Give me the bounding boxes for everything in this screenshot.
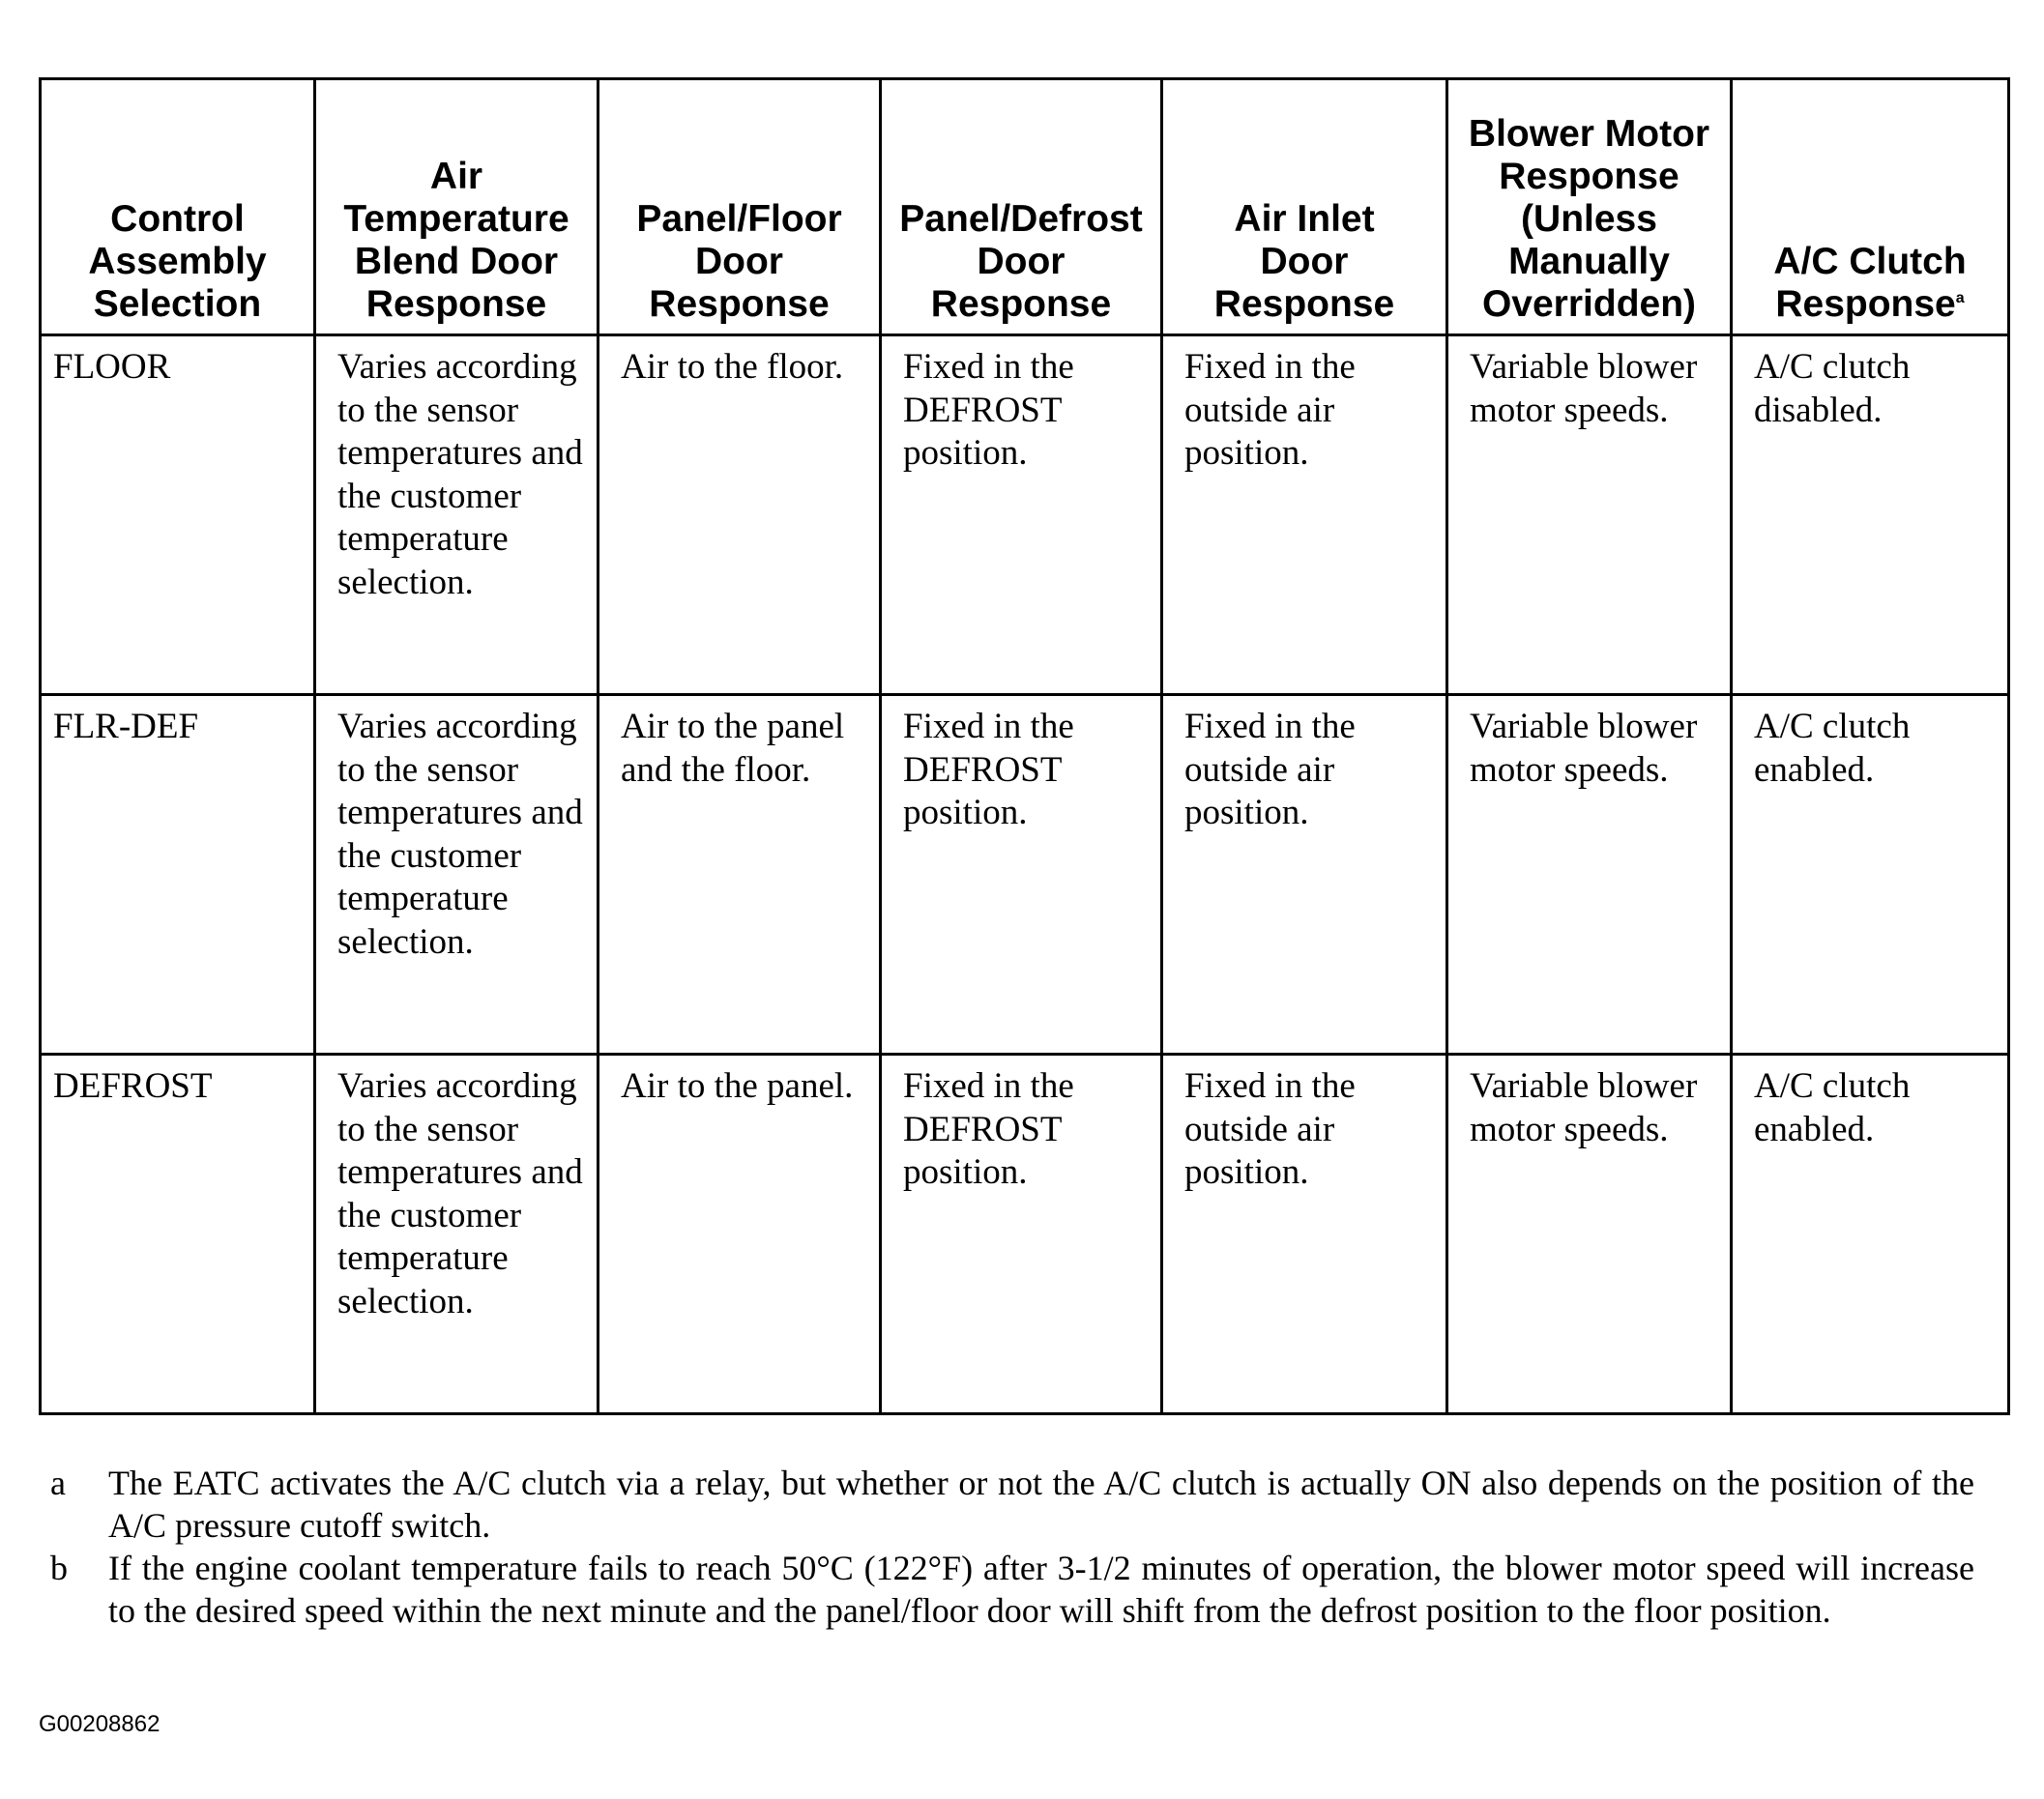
footnote-text: If the engine coolant temperature fails to reach 50°C (122°F) after 3-1/2 minutes of operation, the blower motor speed will increase to the desired speed within the next minute and the panel/floor door will shift from the defrost position to the floor position. (108, 1549, 1974, 1630)
cell-blower-motor: Variable blower motor speeds. (1447, 1055, 1732, 1414)
cell-air-inlet-door: Fixed in the outside air position. (1162, 695, 1447, 1055)
header-control-assembly-selection: Control Assembly Selection (41, 79, 315, 335)
cell-ac-clutch: A/C clutch enabled. (1732, 1055, 2009, 1414)
footnote-text: The EATC activates the A/C clutch via a relay, but whether or not the A/C clutch is actually ON also depends on the position of the A/C pressure cutoff switch. (108, 1464, 1974, 1545)
cell-blower-motor: Variable blower motor speeds. (1447, 335, 1732, 695)
header-air-temperature-blend-door: Air Temperature Blend Door Response (315, 79, 599, 335)
table-row (41, 695, 2009, 1055)
cell-air-inlet-door: Fixed in the outside air position. (1162, 335, 1447, 695)
cell-panel-floor-door: Air to the panel and the floor. (599, 695, 881, 1055)
footnote-marker: b (50, 1549, 68, 1587)
figure-id: G00208862 (39, 1711, 161, 1737)
header-ac-clutch-label: A/C Clutch Response (1773, 241, 1967, 325)
cell-air-inlet-door: Fixed in the outside air position. (1162, 1055, 1447, 1414)
cell-panel-defrost-door: Fixed in the DEFROST position. (881, 335, 1162, 695)
cell-blend-door: Varies according to the sensor temperatures and the customer temperature selection. (315, 1055, 599, 1414)
table-row (41, 1055, 2009, 1414)
header-blower-motor-response: Blower Motor Response (Unless Manually Overridden) (1447, 79, 1732, 335)
footnotes (50, 1462, 1974, 1632)
cell-panel-floor-door: Air to the panel. (599, 1055, 881, 1414)
cell-panel-defrost-door: Fixed in the DEFROST position. (881, 1055, 1162, 1414)
header-panel-defrost-door: Panel/Defrost Door Response (881, 79, 1162, 335)
footnote-a-reference: a (1955, 290, 1965, 306)
response-table (39, 77, 2010, 1415)
table-header-row (41, 79, 2009, 335)
footnote-a (50, 1462, 1974, 1547)
header-air-inlet-door: Air Inlet Door Response (1162, 79, 1447, 335)
header-ac-clutch-response (1732, 79, 2009, 335)
table-row (41, 335, 2009, 695)
cell-panel-defrost-door: Fixed in the DEFROST position. (881, 695, 1162, 1055)
cell-selection: DEFROST (41, 1055, 315, 1414)
header-panel-floor-door: Panel/Floor Door Response (599, 79, 881, 335)
cell-panel-floor-door: Air to the floor. (599, 335, 881, 695)
cell-selection: FLR-DEF (41, 695, 315, 1055)
cell-ac-clutch: A/C clutch enabled. (1732, 695, 2009, 1055)
cell-selection: FLOOR (41, 335, 315, 695)
footnote-b (50, 1547, 1974, 1632)
footnote-marker: a (50, 1464, 66, 1502)
cell-blower-motor: Variable blower motor speeds. (1447, 695, 1732, 1055)
cell-blend-door: Varies according to the sensor temperatures and the customer temperature selection. (315, 695, 599, 1055)
cell-ac-clutch: A/C clutch disabled. (1732, 335, 2009, 695)
cell-blend-door: Varies according to the sensor temperatures and the customer temperature selection. (315, 335, 599, 695)
